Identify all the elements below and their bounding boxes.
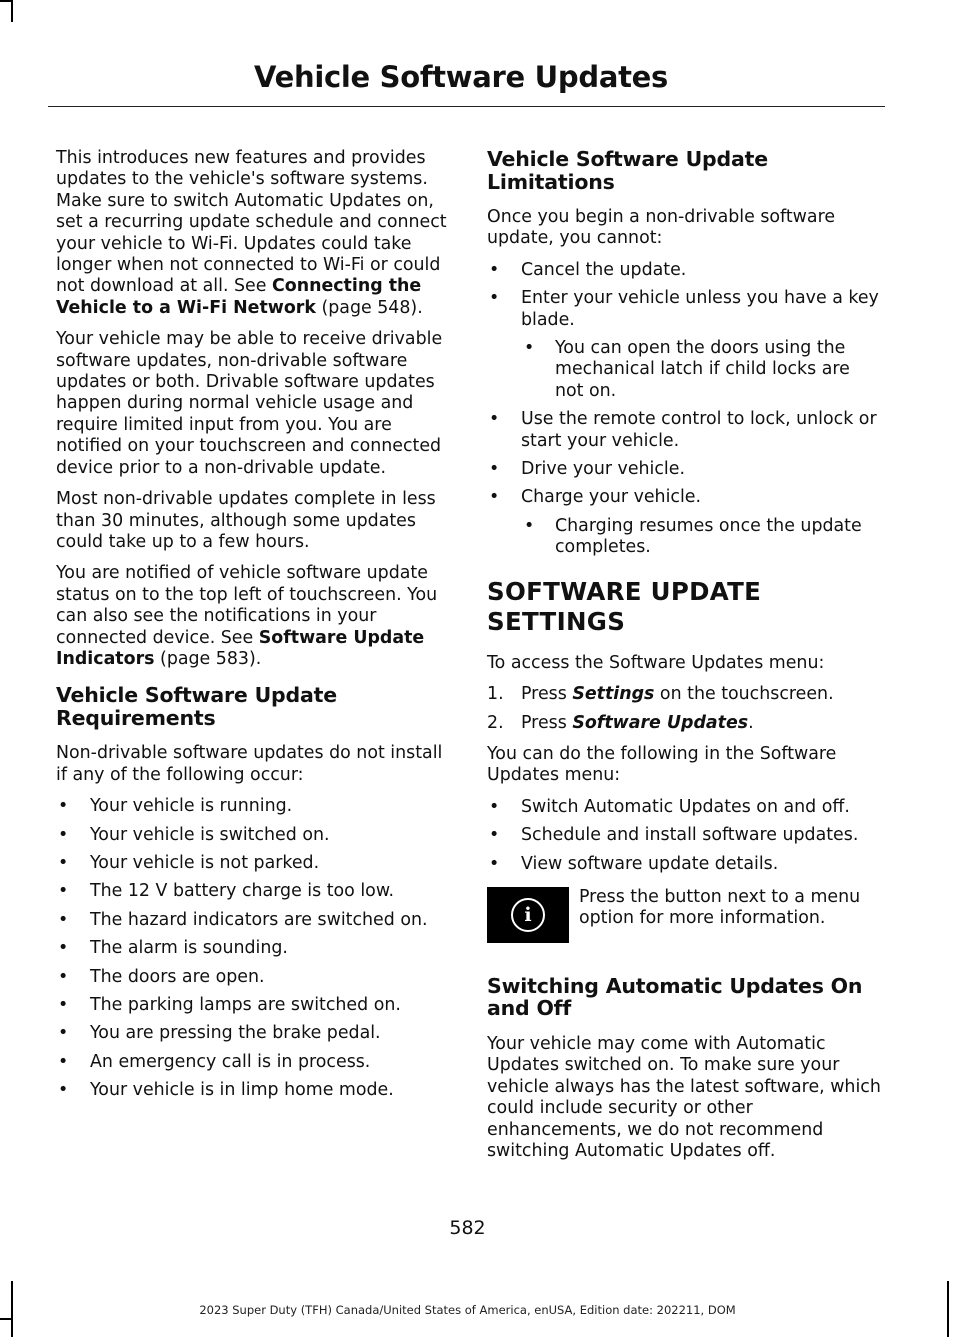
- list-item: • An emergency call is in process.: [58, 1051, 371, 1072]
- list-item: • Schedule and install software updates.: [489, 825, 859, 846]
- menu-options-list: [487, 797, 882, 875]
- info-note: [487, 887, 882, 957]
- list-item: • The 12 V battery charge is too low.: [58, 881, 394, 902]
- crop-mark: [11, 0, 13, 22]
- software-updates-label: Software Updates: [572, 712, 749, 733]
- requirements-intro: Non-drivable software updates do not install if any of the following occur:: [56, 743, 443, 785]
- steps-list: [487, 684, 882, 734]
- crop-mark: [947, 1281, 949, 1337]
- limitations-intro: Once you begin a non-drivable software update, you cannot:: [487, 207, 836, 249]
- sub-list-item: • You can open the doors using the mechanical latch if child locks are not on.: [524, 338, 850, 401]
- list-item: • View software update details.: [489, 853, 779, 874]
- section-heading-limitations: Vehicle Software Update Limitations: [487, 147, 768, 194]
- duration-paragraph: Most non-drivable updates complete in less than 30 minutes, although some updates could take up to a few hours.: [56, 489, 436, 552]
- list-item: • Charge your vehicle.: [489, 487, 702, 508]
- info-note-text: Press the button next to a menu option for more information.: [579, 886, 861, 929]
- list-item: • Drive your vehicle.: [489, 459, 685, 480]
- footer-edition-info: 2023 Super Duty (TFH) Canada/United States of America, enUSA, Edition date: 202211, DOM: [199, 1303, 736, 1317]
- list-item: • Cancel the update.: [489, 259, 687, 280]
- header-rule: [48, 106, 885, 107]
- page-header: Vehicle Software Updates: [254, 60, 668, 94]
- list-item: • Enter your vehicle unless you have a key blade.: [489, 288, 879, 330]
- section-heading-switching: Switching Automatic Updates On and Off: [487, 973, 863, 1021]
- step-item: 2. Press Software Updates.: [487, 712, 754, 733]
- list-item: • The doors are open.: [58, 966, 265, 987]
- crop-mark: [0, 0, 11, 2]
- section-heading-settings: SOFTWARE UPDATE SETTINGS: [487, 576, 762, 636]
- settings-intro: To access the Software Updates menu:: [487, 652, 825, 673]
- list-item: • The parking lamps are switched on.: [58, 995, 401, 1015]
- section-heading-requirements: Vehicle Software Update Requirements: [56, 683, 337, 730]
- drivable-paragraph: Your vehicle may be able to receive drivable software updates, non-drivable software updates or both. Drivable software updates happen during normal vehicle usage and require limited input from you. You are notified on your touchscreen and connected device prior to a non-drivable update.: [56, 329, 443, 478]
- requirements-list: [56, 796, 448, 1101]
- step-item: 1. Press Settings on the touchscreen.: [487, 684, 834, 705]
- info-icon: i: [487, 887, 569, 943]
- list-item: • The hazard indicators are switched on.: [58, 909, 428, 930]
- list-item: • Your vehicle is in limp home mode.: [58, 1080, 394, 1101]
- settings-label: Settings: [572, 684, 655, 705]
- list-item: • The alarm is sounding.: [58, 938, 288, 959]
- list-item: • Your vehicle is running.: [58, 796, 293, 817]
- sub-list-item: • Charging resumes once the update completes.: [524, 515, 862, 558]
- list-item: • You are pressing the brake pedal.: [58, 1023, 381, 1044]
- left-column: [56, 148, 448, 1112]
- cross-reference[interactable]: Software Update Indicators: [56, 627, 425, 669]
- intro-paragraph: This introduces new features and provides updates to the vehicle's software systems. Make sure to switch Automatic Updates on, set a recurring update schedule and connect your vehicle to Wi-Fi. Updates could take longer when not connected to Wi-Fi or could not download at all. See Connecting the Vehicle to a Wi-Fi Network (page 548).: [56, 148, 447, 318]
- list-item: • Your vehicle is not parked.: [58, 852, 320, 873]
- cross-reference[interactable]: Connecting the Vehicle to a Wi-Fi Network: [56, 276, 422, 318]
- switching-paragraph: Your vehicle may come with Automatic Updates switched on. To make sure your vehicle always has the latest software, which could include security or other enhancements, we do not recommend switching Automatic Updates off.: [487, 1033, 881, 1161]
- list-item: • Use the remote control to lock, unlock or start your vehicle.: [489, 409, 877, 451]
- page-number: 582: [449, 1217, 486, 1239]
- crop-mark: [0, 1318, 11, 1320]
- notification-paragraph: You are notified of vehicle software update status on to the top left of touchscreen. You can also see the notifications in your connected device. See Software Update Indicators (page 583).: [56, 563, 438, 669]
- limitations-list: [487, 260, 882, 559]
- right-column: [487, 148, 882, 1172]
- menu-intro: You can do the following in the Software Updates menu:: [487, 743, 837, 786]
- list-item: • Your vehicle is switched on.: [58, 824, 330, 845]
- list-item: • Switch Automatic Updates on and off.: [489, 796, 850, 817]
